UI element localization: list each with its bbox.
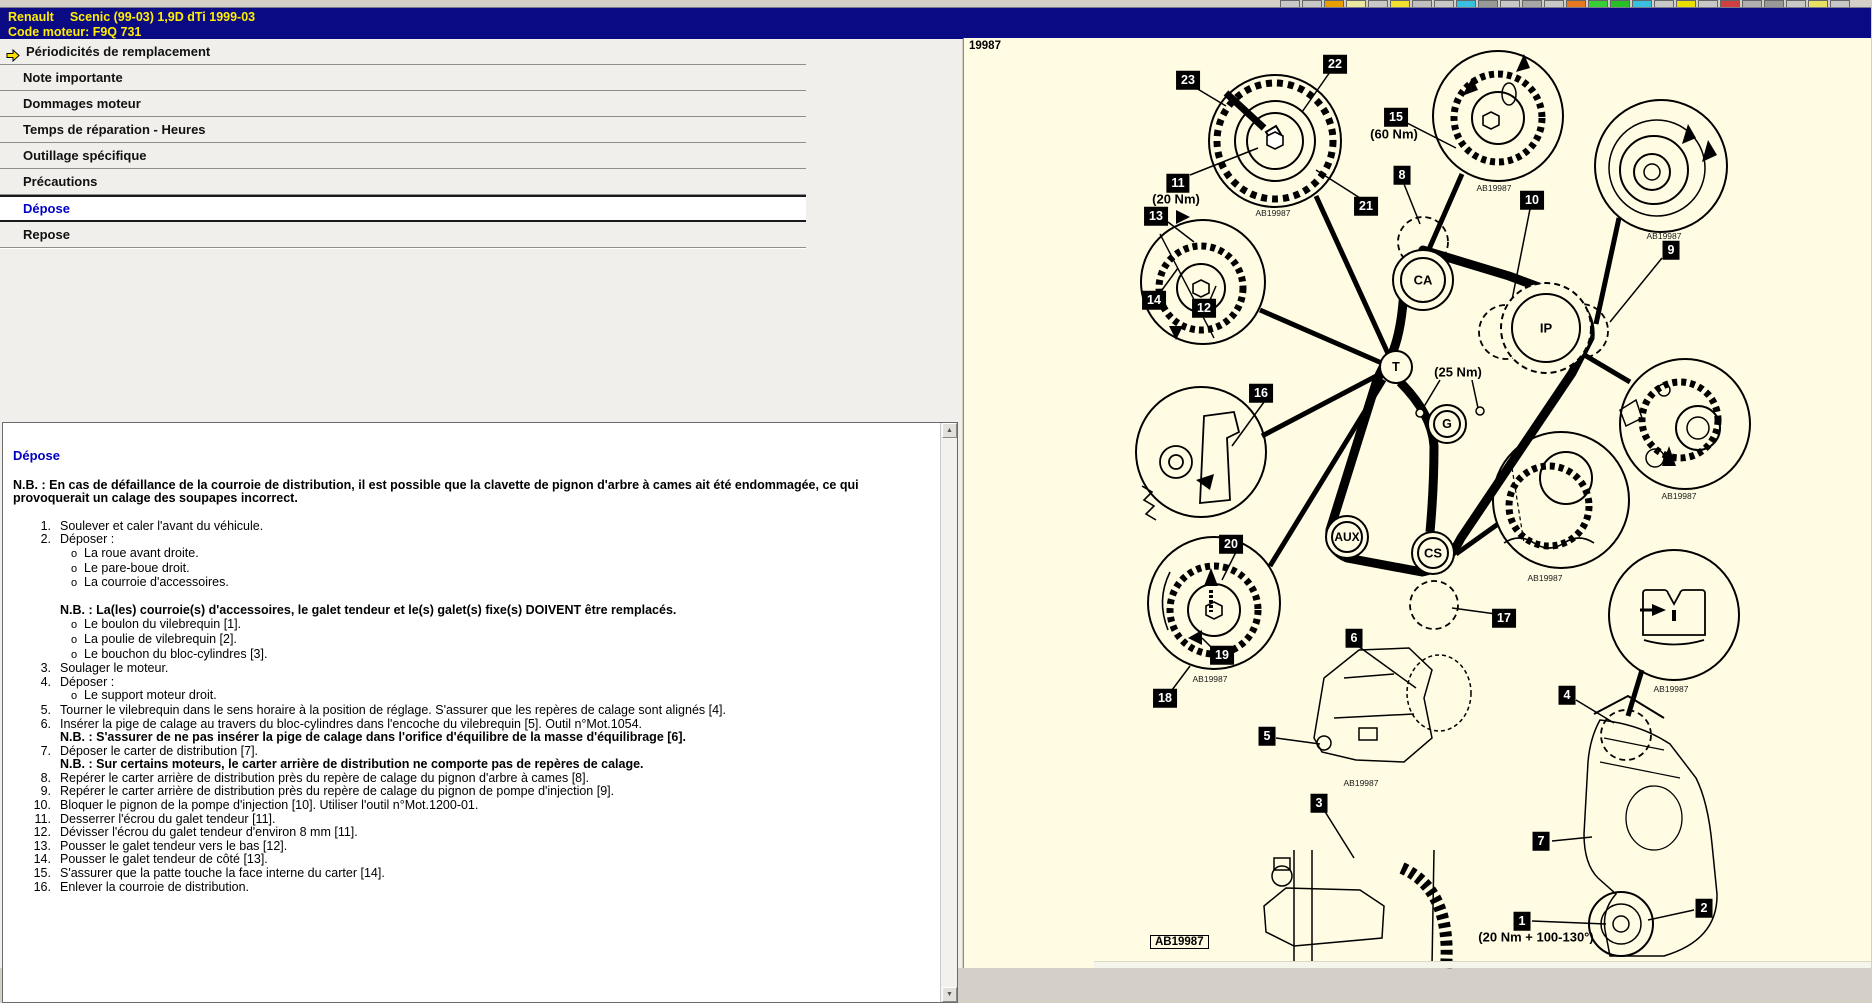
step-number: 11.	[34, 811, 51, 826]
procedure-step	[13, 662, 934, 676]
callout-chip-5: 5	[1259, 727, 1276, 746]
horizontal-scrollbar[interactable]	[1094, 961, 1871, 968]
procedure-sub-item	[13, 547, 934, 562]
sub-item-text: Le boulon du vilebrequin [1].	[84, 617, 242, 632]
step-text: Pousser le galet tendeur vers le bas [12].	[60, 838, 288, 853]
procedure-step	[13, 676, 934, 690]
toolbar-button-icon[interactable]	[1698, 0, 1718, 7]
section-menu	[0, 39, 806, 248]
procedure-step	[13, 718, 934, 732]
menu-item-label: Dépose	[23, 201, 70, 216]
procedure-sub-item	[13, 576, 934, 591]
bullet-icon: o	[71, 690, 78, 703]
callout-chip-16: 16	[1249, 384, 1273, 403]
step-text: Pousser le galet tendeur de côté [13].	[60, 852, 268, 867]
sub-item-text: Le bouchon du bloc-cylindres [3].	[84, 646, 268, 661]
callout-chip-11: 11	[1166, 174, 1189, 193]
callout-chip-3: 3	[1311, 794, 1328, 813]
bullet-icon: o	[71, 562, 78, 575]
sub-item-text: Le pare-boue droit.	[84, 560, 190, 575]
toolbar-strip	[0, 0, 1871, 8]
procedure-step	[13, 704, 934, 718]
procedure-sub-item	[13, 689, 934, 704]
procedure-step	[13, 853, 934, 867]
sub-item-text: Le support moteur droit.	[84, 688, 217, 703]
toolbar-button-icon[interactable]	[1280, 0, 1300, 7]
step-number: 15.	[33, 866, 51, 881]
menu-item-temps-de-reparation-heures[interactable]	[0, 117, 806, 143]
menu-item-repose[interactable]	[0, 222, 806, 248]
toolbar-icons[interactable]	[1280, 0, 1850, 7]
pulley-label-aux: AUX	[1334, 530, 1360, 544]
callout-chip-19: 19	[1210, 646, 1234, 665]
step-number: 3.	[40, 661, 51, 676]
scroll-up-icon: ▲	[946, 427, 953, 434]
step-text: Desserrer l'écrou du galet tendeur [11].	[60, 811, 276, 826]
menu-item-depose[interactable]	[0, 195, 806, 222]
toolbar-button-icon[interactable]	[1610, 0, 1630, 7]
figure-caption: AB19987	[1653, 684, 1689, 694]
vehicle-model: Scenic (99-03) 1,9D dTi 1999-03	[69, 10, 256, 24]
step-number: 14.	[33, 852, 51, 867]
callout-chip-21: 21	[1354, 197, 1378, 216]
vertical-scrollbar[interactable]	[940, 423, 957, 1002]
bullet-icon: o	[71, 619, 78, 632]
toolbar-button-icon[interactable]	[1676, 0, 1696, 7]
step-number: 6.	[40, 716, 51, 731]
toolbar-button-icon[interactable]	[1566, 0, 1586, 7]
callout-chip-17: 17	[1492, 609, 1516, 628]
procedure-sub-item	[13, 648, 934, 663]
toolbar-button-icon[interactable]	[1346, 0, 1366, 7]
scroll-down-button[interactable]	[942, 987, 957, 1002]
procedure-steps	[13, 520, 934, 894]
callout-chip-6: 6	[1346, 629, 1363, 648]
toolbar-button-icon[interactable]	[1302, 0, 1322, 7]
menu-item-label: Dommages moteur	[23, 96, 141, 111]
figure-caption: AB19987	[1192, 674, 1228, 684]
belt-inner-run	[1400, 382, 1434, 532]
callout-chip-15: 15	[1384, 108, 1408, 127]
procedure-step	[13, 772, 934, 786]
procedure-note: N.B. : La(les) courroie(s) d'accessoires, le galet tendeur et le(s) galet(s) fixe(s) DOIVENT être remplacés.	[60, 602, 677, 617]
menu-item-precautions[interactable]	[0, 169, 806, 195]
scroll-up-button[interactable]	[942, 423, 957, 438]
vehicle-brand: Renault	[8, 10, 54, 24]
toolbar-button-icon[interactable]	[1456, 0, 1476, 7]
step-text: Déposer :	[60, 674, 115, 689]
callout-chip-23: 23	[1176, 71, 1200, 90]
torque-label: (20 Nm)	[1152, 191, 1200, 207]
figure-caption: AB19987	[1646, 231, 1682, 241]
menu-item-dommages-moteur[interactable]	[0, 91, 806, 117]
procedure-step	[13, 826, 934, 840]
toolbar-button-icon[interactable]	[1368, 0, 1388, 7]
toolbar-button-icon[interactable]	[1588, 0, 1608, 7]
step-text: Repérer le carter arrière de distribution près du repère de calage du pignon d'arbre à cames [8].	[60, 770, 590, 785]
figure-ref-box: AB19987	[1150, 935, 1209, 949]
step-text: S'assurer que la patte touche la face interne du carter [14].	[60, 866, 385, 881]
menu-item-outillage-specifique[interactable]	[0, 143, 806, 169]
figure-caption: AB19987	[1527, 573, 1563, 583]
callout-chip-1: 1	[1514, 912, 1531, 931]
figure-caption: AB19987	[1255, 208, 1291, 218]
step-number: 16.	[33, 879, 51, 894]
step-number: 7.	[40, 743, 51, 758]
callout-chip-4: 4	[1559, 686, 1576, 705]
step-text: Déposer le carter de distribution [7].	[60, 743, 259, 758]
engine-code: Code moteur: F9Q 731	[8, 25, 142, 39]
menu-item-label: Outillage spécifique	[23, 148, 147, 163]
sub-item-text: La roue avant droite.	[84, 545, 199, 560]
figure-caption: AB19987	[1661, 491, 1697, 501]
step-text: Soulever et caler l'avant du véhicule.	[60, 518, 264, 533]
diagram-panel	[963, 38, 1871, 968]
callout-chip-22: 22	[1323, 55, 1347, 74]
callout-chip-2: 2	[1696, 899, 1713, 918]
procedure-sub-item	[13, 618, 934, 633]
procedure-step	[13, 881, 934, 895]
menu-item-periodicites-de-remplacement[interactable]	[0, 39, 806, 65]
procedure-step	[13, 533, 934, 547]
toolbar-button-icon[interactable]	[1720, 0, 1740, 7]
sub-item-text: La poulie de vilebrequin [2].	[84, 631, 237, 646]
pulley-label-t: T	[1392, 360, 1400, 374]
step-number: 10.	[33, 798, 51, 813]
figure-caption: AB19987	[1343, 778, 1379, 788]
vehicle-title	[0, 8, 1871, 24]
step-number: 8.	[40, 770, 51, 785]
toolbar-button-icon[interactable]	[1324, 0, 1344, 7]
callout-chip-14: 14	[1142, 291, 1166, 310]
bullet-icon: o	[71, 577, 78, 590]
pulley-label-cs: CS	[1423, 545, 1443, 561]
menu-item-label: Note importante	[23, 70, 123, 85]
procedure-content	[3, 423, 940, 1002]
toolbar-button-icon[interactable]	[1808, 0, 1828, 7]
procedure-step	[13, 813, 934, 827]
left-column	[0, 39, 962, 998]
step-text: Soulager le moteur.	[60, 661, 169, 676]
figure-number: 19987	[969, 40, 1001, 52]
step-text: Dévisser l'écrou du galet tendeur d'environ 8 mm [11].	[60, 825, 358, 840]
sub-item-text: La courroie d'accessoires.	[84, 575, 229, 590]
menu-item-label: Périodicités de remplacement	[26, 44, 211, 59]
procedure-step	[13, 785, 934, 799]
procedure-step	[13, 799, 934, 813]
toolbar-button-icon[interactable]	[1764, 0, 1784, 7]
callout-chip-13: 13	[1144, 207, 1168, 226]
callout-chip-9: 9	[1663, 241, 1680, 260]
procedure-panel	[2, 422, 958, 1003]
step-number: 2.	[40, 532, 51, 547]
menu-item-note-importante[interactable]	[0, 65, 806, 91]
toolbar-button-icon[interactable]	[1478, 0, 1498, 7]
callout-chip-20: 20	[1219, 535, 1243, 554]
step-text: Déposer :	[60, 532, 115, 547]
torque-label: (25 Nm)	[1434, 364, 1482, 380]
toolbar-button-icon[interactable]	[1742, 0, 1762, 7]
timing-belt-diagram	[964, 38, 1872, 968]
toolbar-button-icon[interactable]	[1632, 0, 1652, 7]
callout-chip-10: 10	[1520, 191, 1544, 210]
step-number: 5.	[40, 702, 51, 717]
step-number: 13.	[33, 838, 51, 853]
step-text: Bloquer le pignon de la pompe d'injection [10]. Utiliser l'outil n°Mot.1200-01.	[60, 798, 479, 813]
toolbar-button-icon[interactable]	[1654, 0, 1674, 7]
procedure-sub-item	[13, 562, 934, 577]
pulley-label-ca: CA	[1413, 272, 1433, 288]
figure-caption: AB19987	[1476, 183, 1512, 193]
step-text: Insérer la pige de calage au travers du bloc-cylindres dans l'encoche du vilebrequin [5]. Outil n°Mot.1054.	[60, 716, 643, 731]
step-text: Enlever la courroie de distribution.	[60, 879, 249, 894]
callout-chip-18: 18	[1153, 689, 1177, 708]
toolbar-button-icon[interactable]	[1434, 0, 1454, 7]
procedure-intro-note: N.B. : En cas de défaillance de la courroie de distribution, il est possible que la clavette de pignon d'arbre à cames ait été endommagée, ce qui provoquerait un calage des soupapes incorrect.	[13, 477, 859, 506]
procedure-note: N.B. : S'assurer de ne pas insérer la pige de calage dans l'orifice d'équilibre de la masse d'équilibrage [6].	[60, 730, 686, 745]
bullet-icon: o	[71, 633, 78, 646]
bullet-icon: o	[71, 648, 78, 661]
toolbar-button-icon[interactable]	[1830, 0, 1850, 7]
menu-item-label: Repose	[23, 227, 70, 242]
pulley-label-ip: IP	[1539, 320, 1553, 336]
callout-chip-12: 12	[1192, 299, 1216, 318]
toolbar-button-icon[interactable]	[1412, 0, 1432, 7]
menu-item-label: Temps de réparation - Heures	[23, 122, 206, 137]
toolbar-button-icon[interactable]	[1786, 0, 1806, 7]
procedure-sub-item	[13, 633, 934, 648]
callout-chip-8: 8	[1394, 166, 1411, 185]
procedure-step	[13, 745, 934, 759]
procedure-step	[13, 520, 934, 534]
torque-label: (60 Nm)	[1370, 126, 1418, 142]
step-number: 4.	[40, 674, 51, 689]
callout-chip-7: 7	[1533, 832, 1550, 851]
procedure-title: Dépose	[13, 448, 60, 463]
toolbar-button-icon[interactable]	[1390, 0, 1410, 7]
scroll-down-icon: ▼	[946, 991, 953, 998]
procedure-note: N.B. : Sur certains moteurs, le carter arrière de distribution ne comporte pas de repères de calage.	[60, 757, 644, 772]
toolbar-button-icon[interactable]	[1544, 0, 1564, 7]
procedure-step	[13, 867, 934, 881]
menu-item-label: Précautions	[23, 174, 98, 189]
toolbar-button-icon[interactable]	[1522, 0, 1542, 7]
torque-label: (20 Nm + 100-130°)	[1478, 929, 1594, 945]
procedure-step	[13, 840, 934, 854]
pulley-label-g: G	[1442, 417, 1452, 431]
bullet-icon: o	[71, 547, 78, 560]
toolbar-button-icon[interactable]	[1500, 0, 1520, 7]
step-number: 12.	[33, 825, 51, 840]
step-text: Repérer le carter arrière de distribution près du repère de calage du pignon de pompe d'injection [9].	[60, 784, 615, 799]
step-number: 1.	[40, 518, 51, 533]
step-text: Tourner le vilebrequin dans le sens horaire à la position de réglage. S'assurer que les repères de calage sont alignés [4].	[60, 702, 726, 717]
step-number: 9.	[40, 784, 51, 799]
title-bar	[0, 8, 1871, 39]
